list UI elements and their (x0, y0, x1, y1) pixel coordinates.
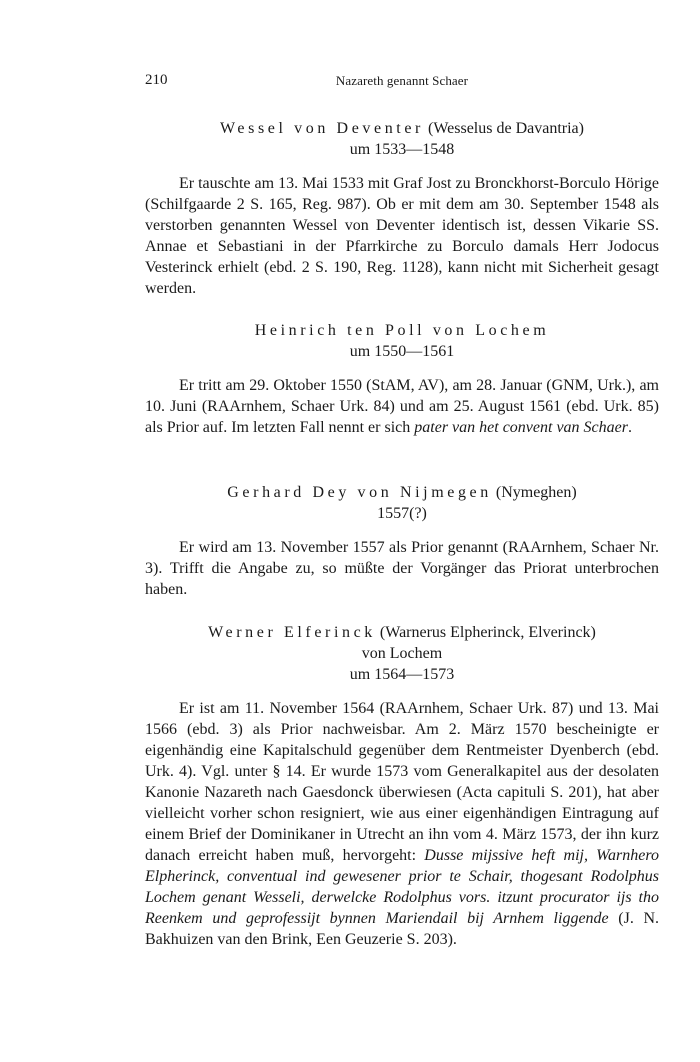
entry-text (145, 375, 659, 438)
entry-alias: (Warnerus Elpherinck, Elverinck) (379, 624, 596, 641)
entry-alias: (Wesselus de Davantria) (427, 120, 584, 137)
entry-name: Werner Elferinck (208, 624, 376, 641)
entry-text-end: (J. N. Bakhuizen van den Brink, Een Geuzerie S. 203). (145, 910, 659, 948)
entry-heading (145, 320, 659, 341)
entry-text-plain: Er ist am 11. November 1564 (RAArnhem, Schaer Urk. 87) und 13. Mai 1566 (ebd. 3) als Prior nachweisbar. Am 2. März 1570 bescheinigte er eigenhändig eine Kapitalschuld gegenüber dem Rentmeister Dyenberch (ebd. Urk. 4). Vgl. unter § 14. Er wurde 1573 vom Generalkapitel aus der desolaten Kanonie Nazareth nach Gaesdonck überwiesen (Acta capituli S. 201), hat aber vielleicht vorher schon resigniert, wie aus einer eigenhändigen Eintragung auf einem Brief der Dominikaner in Utrecht an ihn vom 4. März 1573, der ihn kurz danach erreicht haben muß, hervorgeht: (145, 700, 659, 864)
running-head (145, 72, 659, 94)
entry-text-quote: Dusse mijssive heft mij, Warnhero Elpherinck, conventual ind gewesener prior te Schair, thogesant Rodolphus Lochem genant Wesseli, derwelcke Rodolphus vors. itzunt procurator ijs tho Reenkem und geprofessijt bynnen Mariendail bij Arnhem liggende (145, 847, 660, 927)
entry-dates: um 1533—1548 (349, 141, 455, 158)
running-title: Nazareth genannt Schaer (335, 73, 469, 88)
entry-text (145, 698, 659, 950)
entry-text: Er wird am 13. November 1557 als Prior genannt (RAArnhem, Schaer Nr. 3). Trifft die Angabe zu, so müßte der Vorgänger das Priorat unterbrochen haben. (145, 539, 659, 598)
entry-dates: um 1564—1573 (349, 666, 455, 683)
entry-heading (145, 482, 659, 503)
entry-werner-elferinck (145, 622, 659, 950)
entry-alias: (Nymeghen) (495, 484, 577, 501)
entry-text-plain: Er tritt am 29. Oktober 1550 (StAM, AV), am 28. Januar (GNM, Urk.), am 10. Juni (RAArnhem, Schaer Urk. 84) und am 25. August 1561 (ebd. Urk. 85) als Prior auf. Im letzten Fall nennt er sich (145, 377, 659, 436)
entry-dates: um 1550—1561 (349, 343, 455, 360)
entry-text-end: . (627, 419, 632, 436)
entry-heading (145, 622, 659, 643)
entry-heinrich-ten-poll (145, 320, 659, 438)
entry-gerhard-dey (145, 482, 659, 600)
entry-text: Er tauschte am 13. Mai 1533 mit Graf Jost zu Bronckhorst-Borculo Hörige (Schilfgaarde 2 S. 165, Reg. 987). Ob er mit dem am 30. September 1548 als verstorben genannten Wessel von Deventer identisch ist, dessen Vikarie SS. Annae et Sebastiani in der Pfarrkirche zu Borculo damals Herr Jodocus Vesterinck erhielt (ebd. 2 S. 190, Reg. 1128), kann nicht mit Sicherheit gesagt werden. (145, 175, 659, 297)
entry-wessel-von-deventer (145, 118, 659, 299)
entry-dates: 1557(?) (377, 505, 427, 522)
entry-text-quote: pater van het convent van Schaer (414, 419, 628, 436)
entry-origin: von Lochem (361, 645, 443, 662)
book-page (145, 72, 660, 948)
entry-name: Gerhard Dey von Nijmegen (227, 484, 492, 501)
page-number: 210 (145, 72, 168, 88)
entry-name: Wessel von Deventer (220, 120, 424, 137)
entry-name: Heinrich ten Poll von Lochem (254, 322, 550, 339)
entry-heading (145, 118, 659, 139)
